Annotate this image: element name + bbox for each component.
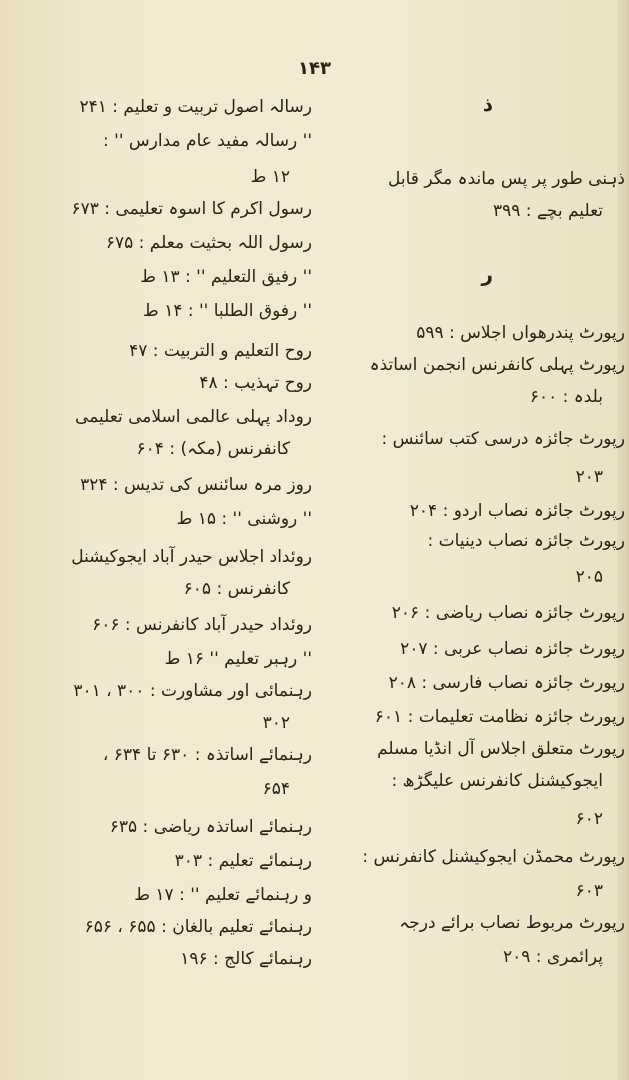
index-entry: کانفرنس (مکہ) : ۶۰۴: [136, 439, 290, 459]
index-entry: ایجوکیشنل کانفرنس علیگڑھ :: [391, 771, 603, 791]
index-entry: رہنمائے اساتذہ : ۶۳۰ تا ۶۳۴ ،: [102, 745, 312, 765]
section-header-re: ر: [481, 262, 493, 286]
page-number: ۱۴۳: [298, 58, 331, 79]
index-entry: رپورٹ جائزہ نصاب فارسی : ۲۰۸: [388, 673, 625, 693]
index-entry: رپورٹ مربوط نصاب برائے درجہ: [399, 913, 625, 933]
index-entry: '' رسالہ مفید عام مدارس '' :: [103, 131, 312, 151]
index-entry: روز مرہ سائنس کی تدیس : ۳۲۴: [80, 475, 312, 495]
index-entry: ۱۲ ط: [250, 167, 290, 187]
index-entry: روئداد حیدر آباد کانفرنس : ۶۰۶: [92, 615, 312, 635]
index-entry: رپورٹ جائزہ نصاب دینیات :: [427, 531, 625, 551]
index-entry: ذہنی طور پر پس ماندہ مگر قابل: [388, 169, 625, 189]
index-entry: روداد پہلی عالمی اسلامی تعلیمی: [75, 407, 312, 427]
index-entry: رپورٹ جائزہ نصاب اردو : ۲۰۴: [409, 501, 625, 521]
index-entry: رہنمائے اساتذہ ریاضی : ۶۳۵: [109, 817, 312, 837]
index-entry: رسول اللہ بحثیت معلم : ۶۷۵: [105, 233, 312, 253]
index-entry: روح التعلیم و التربیت : ۴۷: [129, 341, 312, 361]
index-entry: '' روشنی '' : ۱۵ ط: [176, 509, 312, 529]
index-entry: '' رفیق التعلیم '' : ۱۳ ط: [140, 267, 312, 287]
index-entry: ۲۰۳: [575, 467, 603, 487]
index-entry: ۲۰۵: [575, 567, 603, 587]
index-entry: روح تہذیب : ۴۸: [199, 373, 312, 393]
index-entry: ۶۰۲: [575, 809, 603, 829]
index-entry: رپورٹ جائزہ درسی کتب سائنس :: [381, 429, 625, 449]
section-header-zal: ذ: [482, 92, 493, 116]
index-entry: رسالہ اصول تربیت و تعلیم : ۲۴۱: [79, 97, 312, 117]
index-entry: تعلیم بچے : ۳۹۹: [492, 201, 603, 221]
index-entry: ۳۰۲: [262, 713, 290, 733]
index-entry: و رہنمائے تعلیم '' : ۱۷ ط: [134, 885, 312, 905]
index-entry: پرائمری : ۲۰۹: [502, 947, 603, 967]
index-entry: رپورٹ جائزہ نظامت تعلیمات : ۶۰۱: [374, 707, 625, 727]
index-entry: '' رفوق الطلبا '' : ۱۴ ط: [143, 301, 312, 321]
index-entry: رپورٹ پہلی کانفرنس انجمن اساتذہ: [369, 355, 625, 375]
index-entry: روئداد اجلاس حیدر آباد ایجوکیشنل: [71, 547, 312, 567]
index-entry: ۶۵۴: [262, 779, 290, 799]
index-entry: رہنمائے تعلیم : ۳۰۳: [174, 851, 312, 871]
index-entry: رپورٹ متعلق اجلاس آل انڈیا مسلم: [377, 739, 625, 759]
index-entry: رپورٹ پندرھواں اجلاس : ۵۹۹: [416, 323, 625, 343]
index-entry: ۶۰۳: [575, 881, 603, 901]
index-entry: رپورٹ محمڈن ایجوکیشنل کانفرنس :: [362, 847, 625, 867]
index-entry: رہنمائے کالج : ۱۹۶: [180, 949, 312, 969]
index-entry: '' رہبر تعلیم '' ۱۶ ط: [164, 649, 312, 669]
index-entry: رپورٹ جائزہ نصاب عربی : ۲۰۷: [400, 639, 625, 659]
index-entry: کانفرنس : ۶۰۵: [183, 579, 290, 599]
index-entry: رہنمائی اور مشاورت : ۳۰۰ ، ۳۰۱: [73, 681, 312, 701]
index-entry: رسول اکرم کا اسوہ تعلیمی : ۶۷۳: [71, 199, 312, 219]
index-entry: بلدہ : ۶۰۰: [529, 387, 603, 407]
index-entry: رہنمائے تعلیم بالغان : ۶۵۵ ، ۶۵۶: [84, 917, 312, 937]
index-entry: رپورٹ جائزہ نصاب ریاضی : ۲۰۶: [391, 603, 625, 623]
